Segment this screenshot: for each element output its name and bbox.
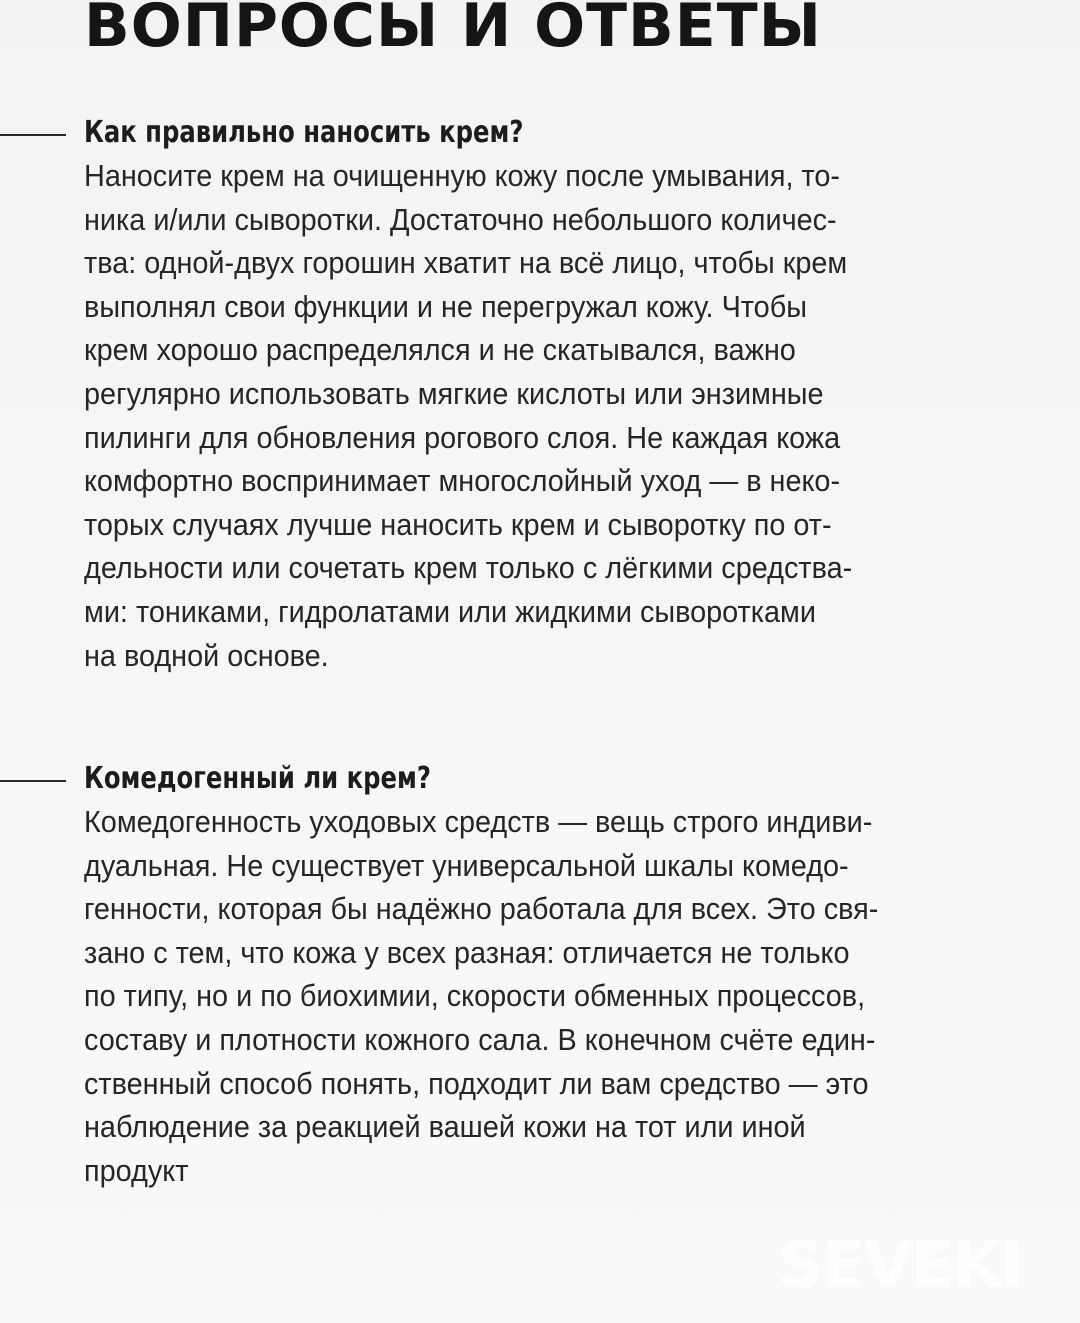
answer-line: ми: тониками, гидролатами или жидкими сыворотками	[84, 593, 816, 629]
answer-line: крем хорошо распределялся и не скатывался, важно	[84, 332, 796, 368]
answer-line: ника и/или сыворотки. Достаточно небольшого количес-	[84, 201, 837, 237]
question-heading: Как правильно наносить крем?	[84, 115, 524, 150]
answer-line: дуальная. Не существует универсальной шкалы комедо-	[84, 847, 849, 883]
answer-line: дельности или сочетать крем только с лёгкими средства-	[84, 550, 853, 586]
page-title: ВОПРОСЫ И ОТВЕТЫ	[84, 0, 822, 61]
answer-line: продукт	[84, 1152, 189, 1188]
faq-item-application	[84, 112, 1024, 677]
divider-line	[0, 134, 66, 136]
answer-line: на водной основе.	[84, 637, 329, 673]
brand-watermark: SEVEKI	[777, 1229, 1022, 1303]
answer-line: генности, которая бы надёжно работала для всех. Это свя-	[84, 891, 879, 927]
answer-line: зано с тем, что кожа у всех разная: отличается не только	[84, 934, 850, 970]
question-heading: Комедогенный ли крем?	[84, 761, 431, 796]
answer-line: Комедогенность уходовых средств — вещь строго индиви-	[84, 804, 873, 839]
answer-line: регулярно использовать мягкие кислоты или энзимные	[84, 375, 824, 411]
answer-line: комфортно воспринимает многослойный уход — в неко-	[84, 463, 841, 499]
answer-text	[84, 800, 1024, 1192]
answer-line: по типу, но и по биохимии, скорости обменных процессов,	[84, 978, 866, 1014]
faq-item-comedogenic	[84, 758, 1024, 1192]
answer-line: Наносите крем на очищенную кожу после умывания, то-	[84, 158, 841, 193]
answer-line: торых случаях лучше наносить крем и сыворотку по от-	[84, 506, 832, 542]
answer-line: составу и плотности кожного сала. В конечном счёте един-	[84, 1021, 876, 1057]
answer-text	[84, 154, 1024, 677]
answer-line: выполнял свои функции и не перегружал кожу. Чтобы	[84, 288, 807, 324]
divider-line	[0, 780, 66, 782]
answer-line: наблюдение за реакцией вашей кожи на тот или иной	[84, 1109, 806, 1145]
answer-line: ственный способ понять, подходит ли вам средство — это	[84, 1065, 869, 1101]
answer-line: пилинги для обновления рогового слоя. Не каждая кожа	[84, 419, 841, 455]
answer-line: тва: одной-двух горошин хватит на всё лицо, чтобы крем	[84, 245, 848, 281]
